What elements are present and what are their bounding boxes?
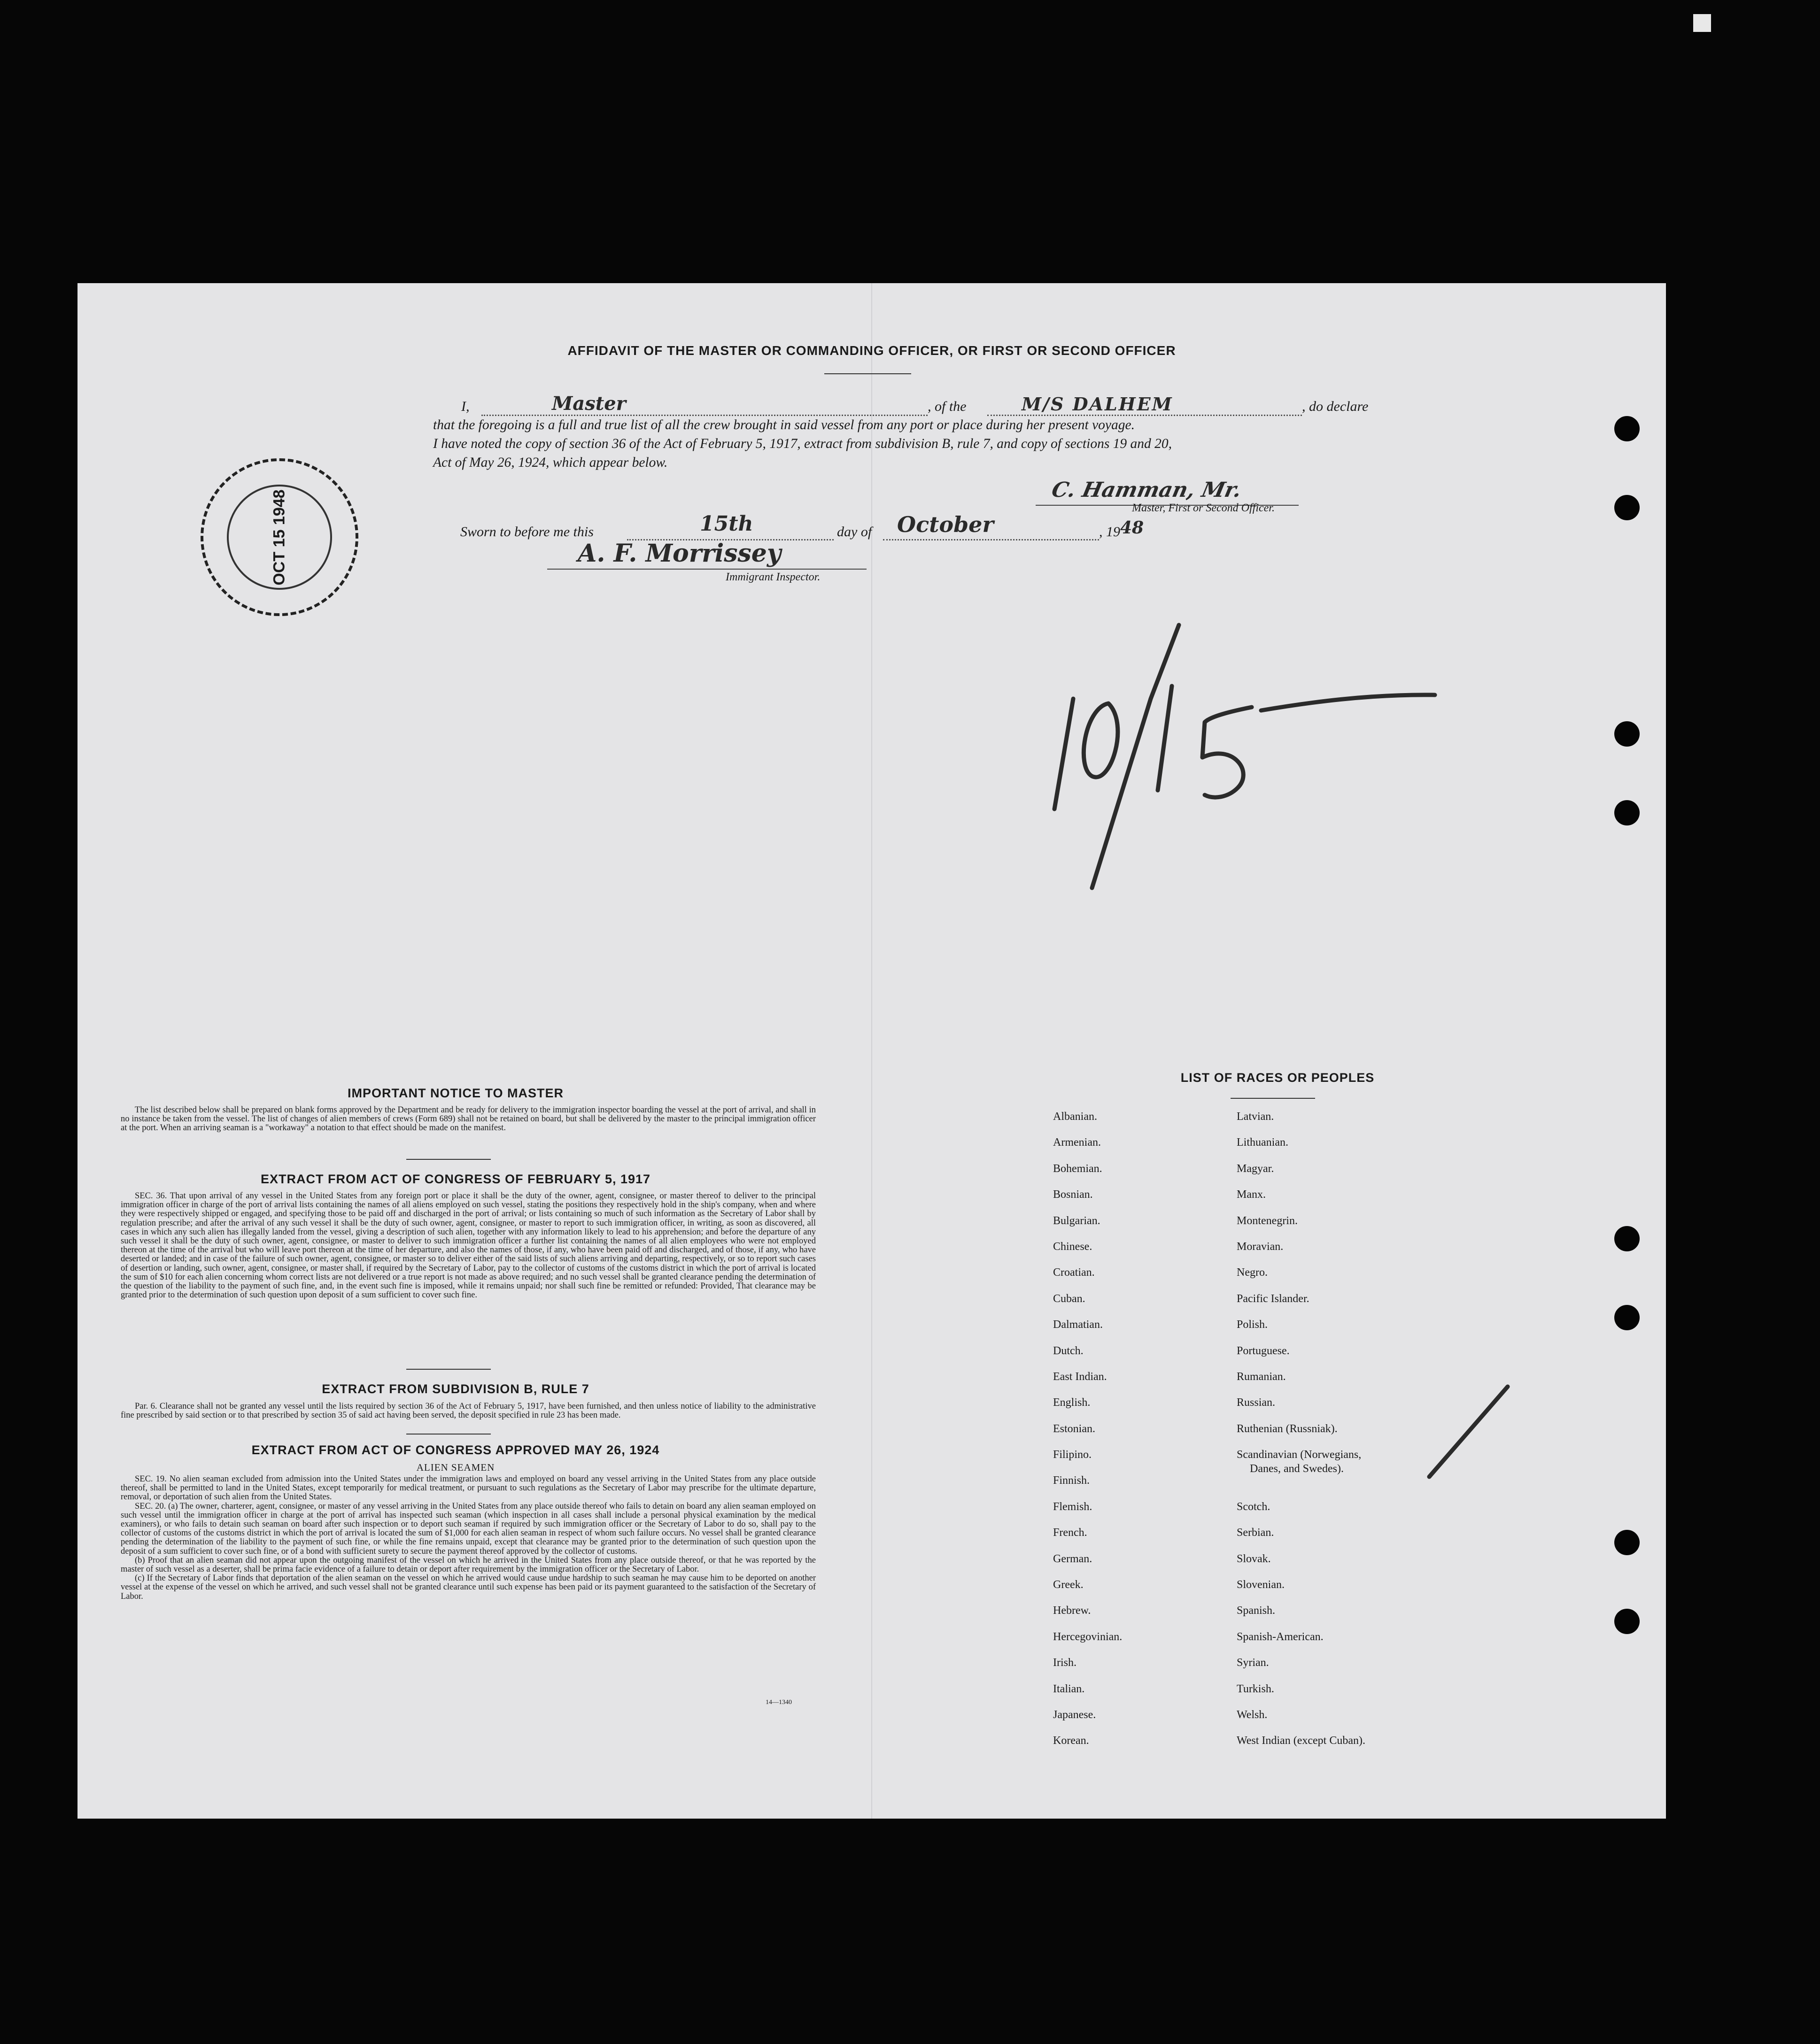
sworn-label: Sworn to before me this	[460, 524, 594, 540]
race-item: Cuban.	[1053, 1292, 1085, 1305]
race-item-continuation: Danes, and Swedes).	[1250, 1463, 1344, 1475]
race-item: Flemish.	[1053, 1500, 1092, 1513]
race-item: French.	[1053, 1527, 1087, 1539]
affidavit-line-3: I have noted the copy of section 36 of the Act of February 5, 1917, extract from subdivision B, rule 7, and copy of sections 19 and 20,	[433, 436, 1172, 451]
race-item: West Indian (except Cuban).	[1237, 1735, 1365, 1747]
race-item: Turkish.	[1237, 1682, 1274, 1695]
extract-rule7-paragraph: Par. 6. Clearance shall not be granted any vessel until the lists required by section 36 of the Act of February 5, 1917, have been furnished, and then unless notice of liability to the administrative fine prescribed by said section or to that prescribed by section 35 of said act having been served, the deposit specified in rule 23 has been made.	[121, 1402, 816, 1420]
mark-digit-1	[1054, 699, 1073, 809]
master-signature: C. Hamman, Mr.	[1049, 478, 1244, 502]
declare-label: , do declare	[1302, 399, 1369, 414]
race-item: Korean.	[1053, 1735, 1089, 1747]
race-item: Bosnian.	[1053, 1188, 1093, 1201]
affidavit-title: AFFIDAVIT OF THE MASTER OR COMMANDING OFFICER, OR FIRST OR SECOND OFFICER	[567, 343, 1176, 358]
extract-1917-title: EXTRACT FROM ACT OF CONGRESS OF FEBRUARY 5, 1917	[260, 1172, 651, 1186]
race-item: German.	[1053, 1552, 1092, 1565]
filled-name: Master	[552, 393, 626, 415]
race-item: Hercegovinian.	[1053, 1630, 1123, 1643]
race-item: Finnish.	[1053, 1474, 1090, 1487]
race-item: Albanian.	[1053, 1111, 1097, 1123]
mark-digit-5	[1202, 707, 1252, 797]
filled-day: 15th	[700, 512, 753, 536]
race-item: Slovenian.	[1237, 1579, 1285, 1591]
race-item: Moravian.	[1237, 1240, 1284, 1253]
race-item: Bulgarian.	[1053, 1214, 1100, 1227]
race-item: Armenian.	[1053, 1136, 1101, 1149]
extract-1924-subtitle: ALIEN SEAMEN	[416, 1462, 495, 1473]
form-number: 14—1340	[766, 1699, 792, 1706]
races-title: LIST OF RACES OR PEOPLES	[1180, 1071, 1375, 1085]
race-item: English.	[1053, 1396, 1091, 1409]
race-item: Russian.	[1237, 1396, 1276, 1409]
race-item: Portuguese.	[1237, 1344, 1290, 1357]
document-sheet	[77, 283, 1666, 1819]
race-item: Lithuanian.	[1237, 1136, 1288, 1149]
notice-paragraph: The list described below shall be prepared on blank forms approved by the Department and be ready for delivery to the immigration inspector boarding the vessel at the port of arrival, and shall in no instance be taken from the vessel. The list of changes of alien members of crews (Form 689) shall not be retained on board, but shall be delivered by the master to the principal immigration officer at the port. When an arriving seaman is a "workaway" a notation to that effect should be made on the manifest.	[121, 1105, 816, 1133]
race-item: Dutch.	[1053, 1344, 1084, 1357]
race-item: Ruthenian (Russniak).	[1237, 1422, 1338, 1435]
race-item: Polish.	[1237, 1319, 1268, 1331]
race-item: Spanish.	[1237, 1604, 1276, 1617]
day-of-label: day of	[837, 524, 872, 540]
inspector-title-label: Immigrant Inspector.	[726, 571, 821, 583]
affidavit-line-4: Act of May 26, 1924, which appear below.	[433, 455, 668, 470]
race-item: Scotch.	[1237, 1500, 1270, 1513]
race-item: Filipino.	[1053, 1449, 1092, 1461]
date-mark-text	[77, 283, 78, 284]
mark-slash	[1092, 625, 1179, 888]
filled-vessel: M/S DALHEM	[1022, 393, 1173, 415]
race-item: Manx.	[1237, 1188, 1266, 1201]
notice-title: IMPORTANT NOTICE TO MASTER	[348, 1086, 564, 1100]
race-item: Hebrew.	[1053, 1604, 1091, 1617]
scanner-corner-mark	[1693, 14, 1711, 32]
race-item: Syrian.	[1237, 1657, 1269, 1669]
race-item: Montenegrin.	[1237, 1214, 1298, 1227]
race-item: Serbian.	[1237, 1527, 1274, 1539]
race-item: Pacific Islander.	[1237, 1292, 1309, 1305]
race-item: Estonian.	[1053, 1422, 1095, 1435]
race-item: Chinese.	[1053, 1240, 1092, 1253]
race-item: Irish.	[1053, 1657, 1077, 1669]
year-prefix: , 19	[1099, 524, 1120, 540]
tally-mark	[1429, 1387, 1508, 1477]
extract-1917-paragraph: SEC. 36. That upon arrival of any vessel in the United States from any foreign port or place it shall be the duty of the owner, agent, consignee, or master thereof to deliver to the principal immigration officer in charge of the port of arrival lists containing the names of all aliens employed on such vessel, stating the positions they respectively hold in the ship's company, when and where they were respectively shipped or engaged, and specifying those to be paid off and discharged in the port of arrival; or lists containing so much of such information as the Secretary of Labor shall by regulation prescribe; and after the arrival of any such vessel it shall be the duty of such owner, agent, consignee, or master to report to such immigration officer, in writing, as soon as discovered, all cases in which any such alien has illegally landed from the vessel, giving a description of such alien, together with any information likely to lead to his apprehension; and before the departure of any such vessel it shall be the duty of such owner, agent, consignee, or master to deliver to such immigration officer a further list containing the names of all alien employees who were not employed thereon at the time of the arrival but who will leave port thereon at the time of her departure, and also the names of those, if any, who have been paid off and discharged, and of those, if any, who have deserted or landed; and in case of the failure of such owner, agent, consignee, or master so to deliver either of the said lists of such aliens arriving and departing, respectively, or so to report such cases of desertion or landing, such owner, agent, consignee, or master shall, if required by the Secretary of Labor, pay to the collector of customs of the customs district in which the port of arrival is located the sum of $10 for each alien concerning whom correct lists are not delivered or a true report is not made as above required; and no such vessel shall be granted clearance pending the determination of the question of the liability to the payment of such fine, and, in the event such fine is imposed, while it remains unpaid; nor shall such fine be remitted or refunded: Provided, That clearance may be granted prior to the determination of such question upon deposit of a sum sufficient to cover such fine.	[121, 1191, 816, 1300]
sec-20b-paragraph: (b) Proof that an alien seaman did not appear upon the outgoing manifest of the vessel on which he arrived in the United States from any place outside thereof, or that he was reported by the master of such vessel as a deserter, shall be prima facie evidence of a failure to detain or deport after requirement by the immigration officer or the Secretary of Labor.	[121, 1555, 816, 1574]
race-item: Welsh.	[1237, 1709, 1268, 1721]
pencil-marks	[77, 283, 1666, 1819]
race-item: Latvian.	[1237, 1111, 1274, 1123]
race-item: Italian.	[1053, 1682, 1085, 1695]
mark-tail	[1261, 695, 1435, 710]
sec-20a-paragraph: SEC. 20. (a) The owner, charterer, agent, consignee, or master of any vessel arriving in the United States from any place outside thereof who fails to detain on board any alien seaman employed on such vessel until the immigration officer in charge at the port of arrival has inspected such seaman (which inspection in all cases shall include a personal physical examination by the medical examiners), or who fails to detain such seaman on board after such inspection or to deport such seaman if required by such immigration officer or the Secretary of Labor to do so, shall pay to the collector of customs of the customs district in which the port of arrival is located the sum of $1,000 for each alien seaman in respect of whom such failure occurs. No vessel shall be granted clearance pending the determination of the liability to the payment of such fine, or while the fine remains unpaid, except that clearance may be granted prior to the determination of such question upon the deposit of a sum sufficient to cover such fine, or of a bond with sufficient surety to secure the payment thereof approved by the collector of customs.	[121, 1501, 816, 1556]
race-item: Croatian.	[1053, 1266, 1095, 1279]
of-the-label: , of the	[928, 399, 967, 414]
race-item: Bohemian.	[1053, 1162, 1102, 1175]
filled-month: October	[897, 512, 994, 537]
sec-19-paragraph: SEC. 19. No alien seaman excluded from admission into the United States under the immigration laws and employed on board any vessel arriving in the United States from any place outside thereof, shall be permitted to land in the United States, except temporarily for medical treatment, or pursuant to such regulations as the Secretary of Labor may prescribe for the ultimate departure, removal, or deportation of such alien from the United States.	[121, 1474, 816, 1502]
race-item: Magyar.	[1237, 1162, 1274, 1175]
extract-rule7-title: EXTRACT FROM SUBDIVISION B, RULE 7	[322, 1382, 589, 1396]
date-stamp-text: OCT 15 1948	[270, 489, 288, 586]
race-item: Rumanian.	[1237, 1370, 1286, 1383]
sec-20c-paragraph: (c) If the Secretary of Labor finds that deportation of the alien seaman on the vessel on which he arrived would cause undue hardship to such seaman he may cause him to be deported on another vessel at the expense of the vessel on which he arrived, and such vessel shall not be granted clearance until such expense has been paid or its payment guaranteed to the satisfaction of the Secretary of Labor.	[121, 1573, 816, 1601]
mark-digit-1b	[1158, 686, 1172, 790]
race-item: Dalmatian.	[1053, 1319, 1103, 1331]
race-item: Greek.	[1053, 1579, 1084, 1591]
race-item: East Indian.	[1053, 1370, 1107, 1383]
race-item: Japanese.	[1053, 1708, 1096, 1721]
filled-year: 48	[1120, 518, 1144, 538]
affidavit-line-2: that the foregoing is a full and true list of all the crew brought in said vessel from any port or place during her present voyage.	[433, 417, 1135, 432]
race-item: Slovak.	[1237, 1552, 1271, 1565]
race-item: Spanish-American.	[1237, 1630, 1324, 1643]
master-title-label: Master, First or Second Officer.	[1132, 502, 1275, 514]
affidavit-i-label: I,	[461, 399, 470, 414]
race-item-text: Scandinavian (Norwegians,	[1237, 1449, 1362, 1461]
inspector-signature: A. F. Morrissey	[578, 539, 782, 568]
race-item: Negro.	[1237, 1266, 1268, 1279]
extract-1924-title: EXTRACT FROM ACT OF CONGRESS APPROVED MAY 26, 1924	[251, 1443, 660, 1457]
mark-digit-0	[1084, 703, 1117, 777]
